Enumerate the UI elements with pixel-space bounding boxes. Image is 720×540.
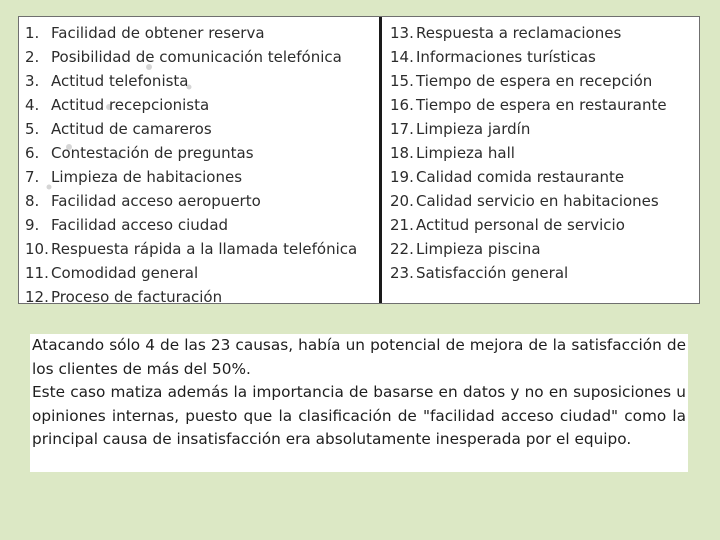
item-label: Actitud de camareros xyxy=(51,120,212,138)
item-number: 15. xyxy=(390,72,414,90)
item-number: 13. xyxy=(390,24,414,42)
list-item xyxy=(25,165,242,189)
item-number: 4. xyxy=(25,96,40,114)
list-item xyxy=(390,189,659,213)
item-label: Actitud personal de servicio xyxy=(416,216,625,234)
item-label: Calidad comida restaurante xyxy=(416,168,625,186)
list-item xyxy=(390,45,596,69)
list-item xyxy=(25,93,209,117)
list-item xyxy=(25,141,254,165)
item-number: 14. xyxy=(390,48,414,66)
item-label: Facilidad de obtener reserva xyxy=(51,24,265,42)
list-item xyxy=(25,189,261,213)
item-label: Proceso de facturación xyxy=(51,288,223,306)
summary-paragraph-2: Este caso matiza además la importancia de basarse en datos y no en suposiciones u opiniones internas, puesto que la clasificación de "facilidad acceso ciudad" como la principal causa de insatisfacción era absolutamente inesperada por el equipo. xyxy=(32,383,686,448)
right-column xyxy=(384,17,699,303)
item-label: Facilidad acceso aeropuerto xyxy=(51,192,261,210)
causes-table xyxy=(18,16,700,304)
item-number: 3. xyxy=(25,72,40,90)
list-item xyxy=(390,141,515,165)
item-label: Respuesta rápida a la llamada telefónica xyxy=(51,240,358,258)
item-label: Facilidad acceso ciudad xyxy=(51,216,229,234)
list-item xyxy=(25,21,265,45)
item-label: Respuesta a reclamaciones xyxy=(416,24,622,42)
item-number: 19. xyxy=(390,168,414,186)
item-number: 21. xyxy=(390,216,414,234)
item-label: Informaciones turísticas xyxy=(416,48,596,66)
item-label: Actitud telefonista xyxy=(51,72,189,90)
item-number: 23. xyxy=(390,264,414,282)
item-number: 9. xyxy=(25,216,40,234)
list-item xyxy=(390,213,625,237)
item-number: 6. xyxy=(25,144,40,162)
item-number: 20. xyxy=(390,192,414,210)
list-item xyxy=(25,117,212,141)
left-column xyxy=(19,17,381,306)
list-item xyxy=(390,69,652,93)
item-number: 12. xyxy=(25,288,49,306)
item-label: Tiempo de espera en restaurante xyxy=(416,96,667,114)
summary-paragraph-1: Atacando sólo 4 de las 23 causas, había un potencial de mejora de la satisfacción de los clientes de más del 50%. xyxy=(32,336,686,378)
item-number: 17. xyxy=(390,120,414,138)
list-item xyxy=(390,261,568,285)
item-label: Tiempo de espera en recepción xyxy=(416,72,653,90)
list-item xyxy=(390,165,624,189)
list-item xyxy=(25,237,357,261)
list-item xyxy=(25,285,222,309)
item-number: 22. xyxy=(390,240,414,258)
list-item xyxy=(25,69,189,93)
item-label: Satisfacción general xyxy=(416,264,569,282)
item-label: Actitud recepcionista xyxy=(51,96,210,114)
item-number: 18. xyxy=(390,144,414,162)
item-number: 8. xyxy=(25,192,40,210)
list-item xyxy=(25,45,342,69)
item-number: 1. xyxy=(25,24,40,42)
item-label: Limpieza piscina xyxy=(416,240,541,258)
list-item xyxy=(390,237,541,261)
list-item xyxy=(390,93,667,117)
item-label: Contestación de preguntas xyxy=(51,144,254,162)
column-divider xyxy=(379,17,382,303)
item-label: Limpieza de habitaciones xyxy=(51,168,243,186)
item-label: Limpieza jardín xyxy=(416,120,531,138)
list-item xyxy=(25,261,198,285)
item-label: Comodidad general xyxy=(51,264,199,282)
list-item xyxy=(390,21,621,45)
item-label: Posibilidad de comunicación telefónica xyxy=(51,48,342,66)
item-number: 16. xyxy=(390,96,414,114)
item-number: 11. xyxy=(25,264,49,282)
item-number: 2. xyxy=(25,48,40,66)
item-number: 10. xyxy=(25,240,49,258)
list-item xyxy=(390,117,530,141)
summary-panel xyxy=(30,334,688,472)
item-label: Calidad servicio en habitaciones xyxy=(416,192,659,210)
item-number: 5. xyxy=(25,120,40,138)
list-item xyxy=(25,213,228,237)
item-label: Limpieza hall xyxy=(416,144,515,162)
item-number: 7. xyxy=(25,168,40,186)
